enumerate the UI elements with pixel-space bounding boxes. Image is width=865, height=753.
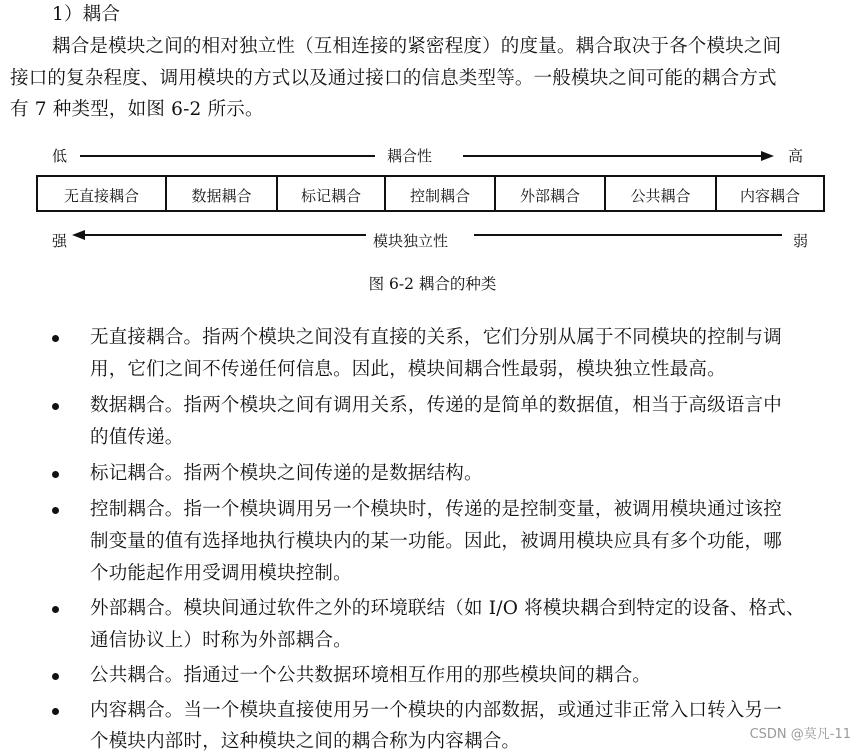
list-item-external-line-2: 通信协议上）时称为外部耦合。 [90,630,352,651]
cell-stamp-coupling: 标记耦合 [278,177,386,210]
coupling-axis-line-right [463,155,763,157]
list-item-control-line-3: 个功能起作用受调用模块控制。 [90,563,352,584]
list-item-control-line-2: 制变量的值有选择地执行模块内的某一功能。因此，被调用模块应具有多个功能，哪 [90,531,782,552]
list-item-data-line-1: 数据耦合。指两个模块之间有调用关系，传递的是简单的数据值，相当于高级语言中 [90,395,782,416]
list-item-external-line-1: 外部耦合。模块间通过软件之外的环境联结（如 I/O 将模块耦合到特定的设备、格式、 [90,598,805,619]
coupling-types-row [36,175,825,212]
cell-data-coupling: 数据耦合 [167,177,278,210]
bullet-dot-icon [52,335,59,342]
cell-no-direct-coupling: 无直接耦合 [38,177,167,210]
list-item-no-direct-line-1: 无直接耦合。指两个模块之间没有直接的关系，它们分别从属于不同模块的控制与调 [90,327,782,348]
cell-external-coupling: 外部耦合 [496,177,606,210]
cell-content-coupling: 内容耦合 [739,187,800,205]
intro-line-2: 接口的复杂程度、调用模块的方式以及通过接口的信息类型等。一般模块之间可能的耦合方式 [10,68,777,89]
arrow-right-icon [761,151,774,161]
bullet-dot-icon [52,606,59,613]
section-heading: 1）耦合 [52,4,121,25]
list-item-data-line-2: 的值传递。 [90,427,184,448]
cell-common-coupling: 公共耦合 [606,177,717,210]
intro-line-1: 耦合是模块之间的相对独立性（互相连接的紧密程度）的度量。耦合取决于各个模块之间 [52,36,782,57]
axis-strong-label: 强 [52,232,68,250]
figure-caption: 图 6-2 耦合的种类 [368,275,497,293]
axis-weak-label: 弱 [793,232,809,250]
list-item-no-direct-line-2: 用，它们之间不传递任何信息。因此，模块间耦合性最弱，模块独立性最高。 [90,359,726,380]
bullet-dot-icon [52,708,59,715]
axis-low-label: 低 [52,147,68,165]
bullet-dot-icon [52,403,59,410]
axis-high-label: 高 [788,147,804,165]
bullet-dot-icon [52,507,59,514]
axis-coupling-label: 耦合性 [387,147,433,165]
axis-independence-label: 模块独立性 [373,232,449,250]
cell-control-coupling: 控制耦合 [386,177,496,210]
coupling-axis-line-left [80,155,375,157]
list-item-stamp-line-1: 标记耦合。指两个模块之间传递的是数据结构。 [90,463,483,484]
independence-axis-line-right [474,234,782,236]
list-item-content-line-1: 内容耦合。当一个模块直接使用另一个模块的内部数据，或通过非正常入口转入另一 [90,700,782,721]
bullet-dot-icon [52,673,59,680]
list-item-control-line-1: 控制耦合。指一个模块调用另一个模块时，传递的是控制变量，被调用模块通过该控 [90,499,782,520]
bullet-dot-icon [52,471,59,478]
csdn-watermark: CSDN @莫凡-11 [749,727,851,742]
list-item-content-line-2: 个模块内部时，这种模块之间的耦合称为内容耦合。 [90,731,521,752]
intro-line-3: 有 7 种类型，如图 6-2 所示。 [10,99,264,120]
list-item-common-line-1: 公共耦合。指通过一个公共数据环境相互作用的那些模块间的耦合。 [90,665,652,686]
independence-axis-line-left [84,234,366,236]
